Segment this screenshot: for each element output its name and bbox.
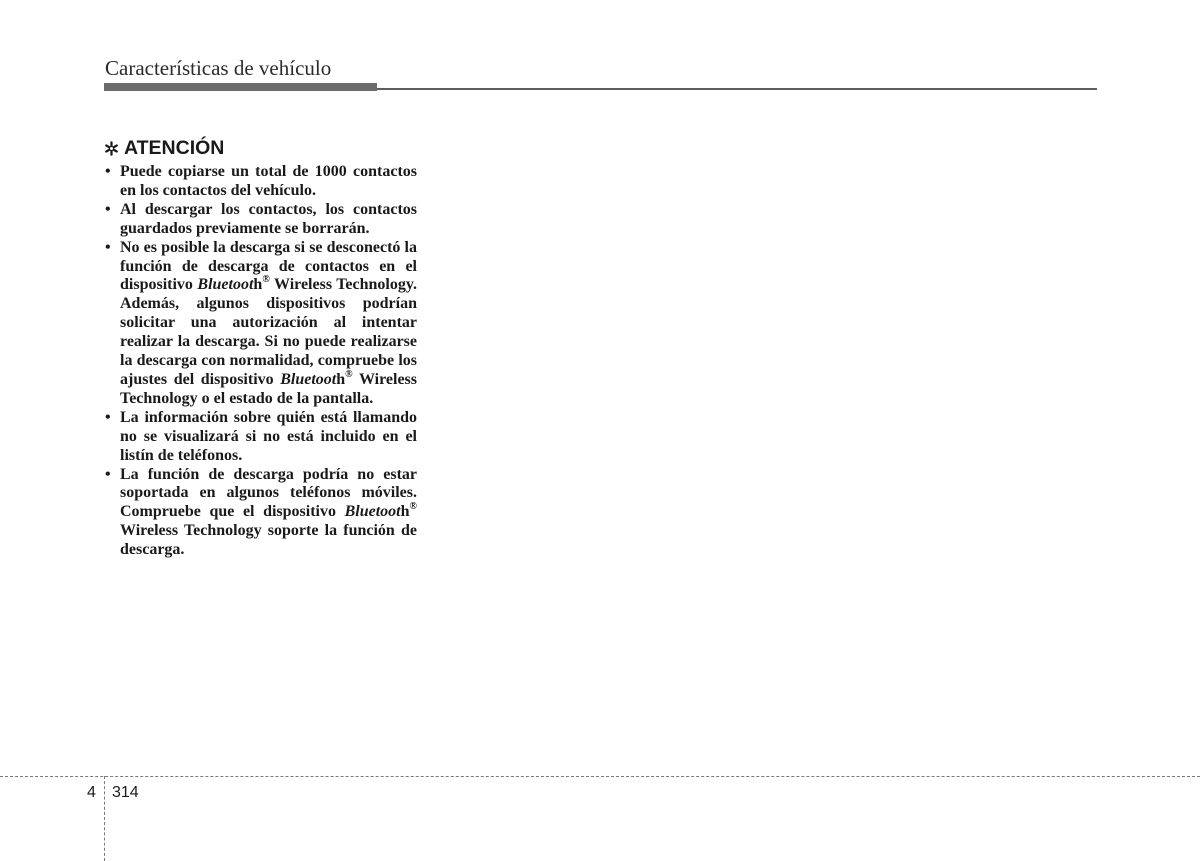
attention-heading [104, 137, 224, 160]
header-rule-thick [104, 83, 377, 91]
attention-list-item [104, 466, 417, 561]
asterisk-star-icon [104, 141, 119, 156]
footer-divider [104, 776, 105, 861]
item-text: Puede copiarse un total de 1000 contactos en los contactos del vehículo. [120, 163, 417, 199]
item-text: h [336, 370, 346, 388]
item-text: h [400, 503, 410, 521]
item-text: No es posible la descarga si se desconectó la función de descarga de contactos en el dispositivo [120, 238, 417, 294]
item-text: h [253, 276, 263, 294]
item-text: La información sobre quién está llamando no se visualizará si no está incluido en el listín de teléfonos. [120, 408, 417, 464]
item-text: Al descargar los contactos, los contactos guardados previamente se borrarán. [120, 200, 417, 237]
item-text: Wireless Technology o el estado de la pantalla. [120, 370, 418, 407]
header-rule-thin [377, 88, 1097, 90]
chapter-number: 4 [87, 784, 96, 801]
item-text: Wireless Technology soporte la función de descarga. [120, 522, 417, 559]
attention-list-item [104, 201, 417, 239]
attention-list [104, 163, 417, 560]
attention-list-item [104, 239, 417, 409]
registered-mark: ® [345, 368, 353, 380]
attention-list-item [104, 163, 417, 201]
attention-heading-text: ATENCIÓN [124, 137, 225, 159]
registered-mark: ® [409, 500, 417, 512]
item-text: Wireless Technology. Además, algunos dispositivos podrían solicitar una autorización al intentar realizar la descarga. Si no puede realizarse la descarga con normalidad, compruebe los ajustes del dispositivo [120, 276, 417, 388]
item-text: La función de descarga podría no estar soportada en algunos teléfonos móviles. Compruebe que el dispositivo [120, 465, 417, 521]
footer-rule [0, 776, 1200, 777]
attention-list-item [104, 409, 417, 466]
page-number: 314 [112, 784, 139, 801]
registered-mark: ® [262, 274, 270, 286]
brand-text: Bluetoot [280, 370, 337, 388]
brand-text: Bluetoot [344, 503, 401, 521]
section-title: Características de vehículo [105, 56, 332, 80]
brand-text: Bluetoot [197, 276, 254, 294]
